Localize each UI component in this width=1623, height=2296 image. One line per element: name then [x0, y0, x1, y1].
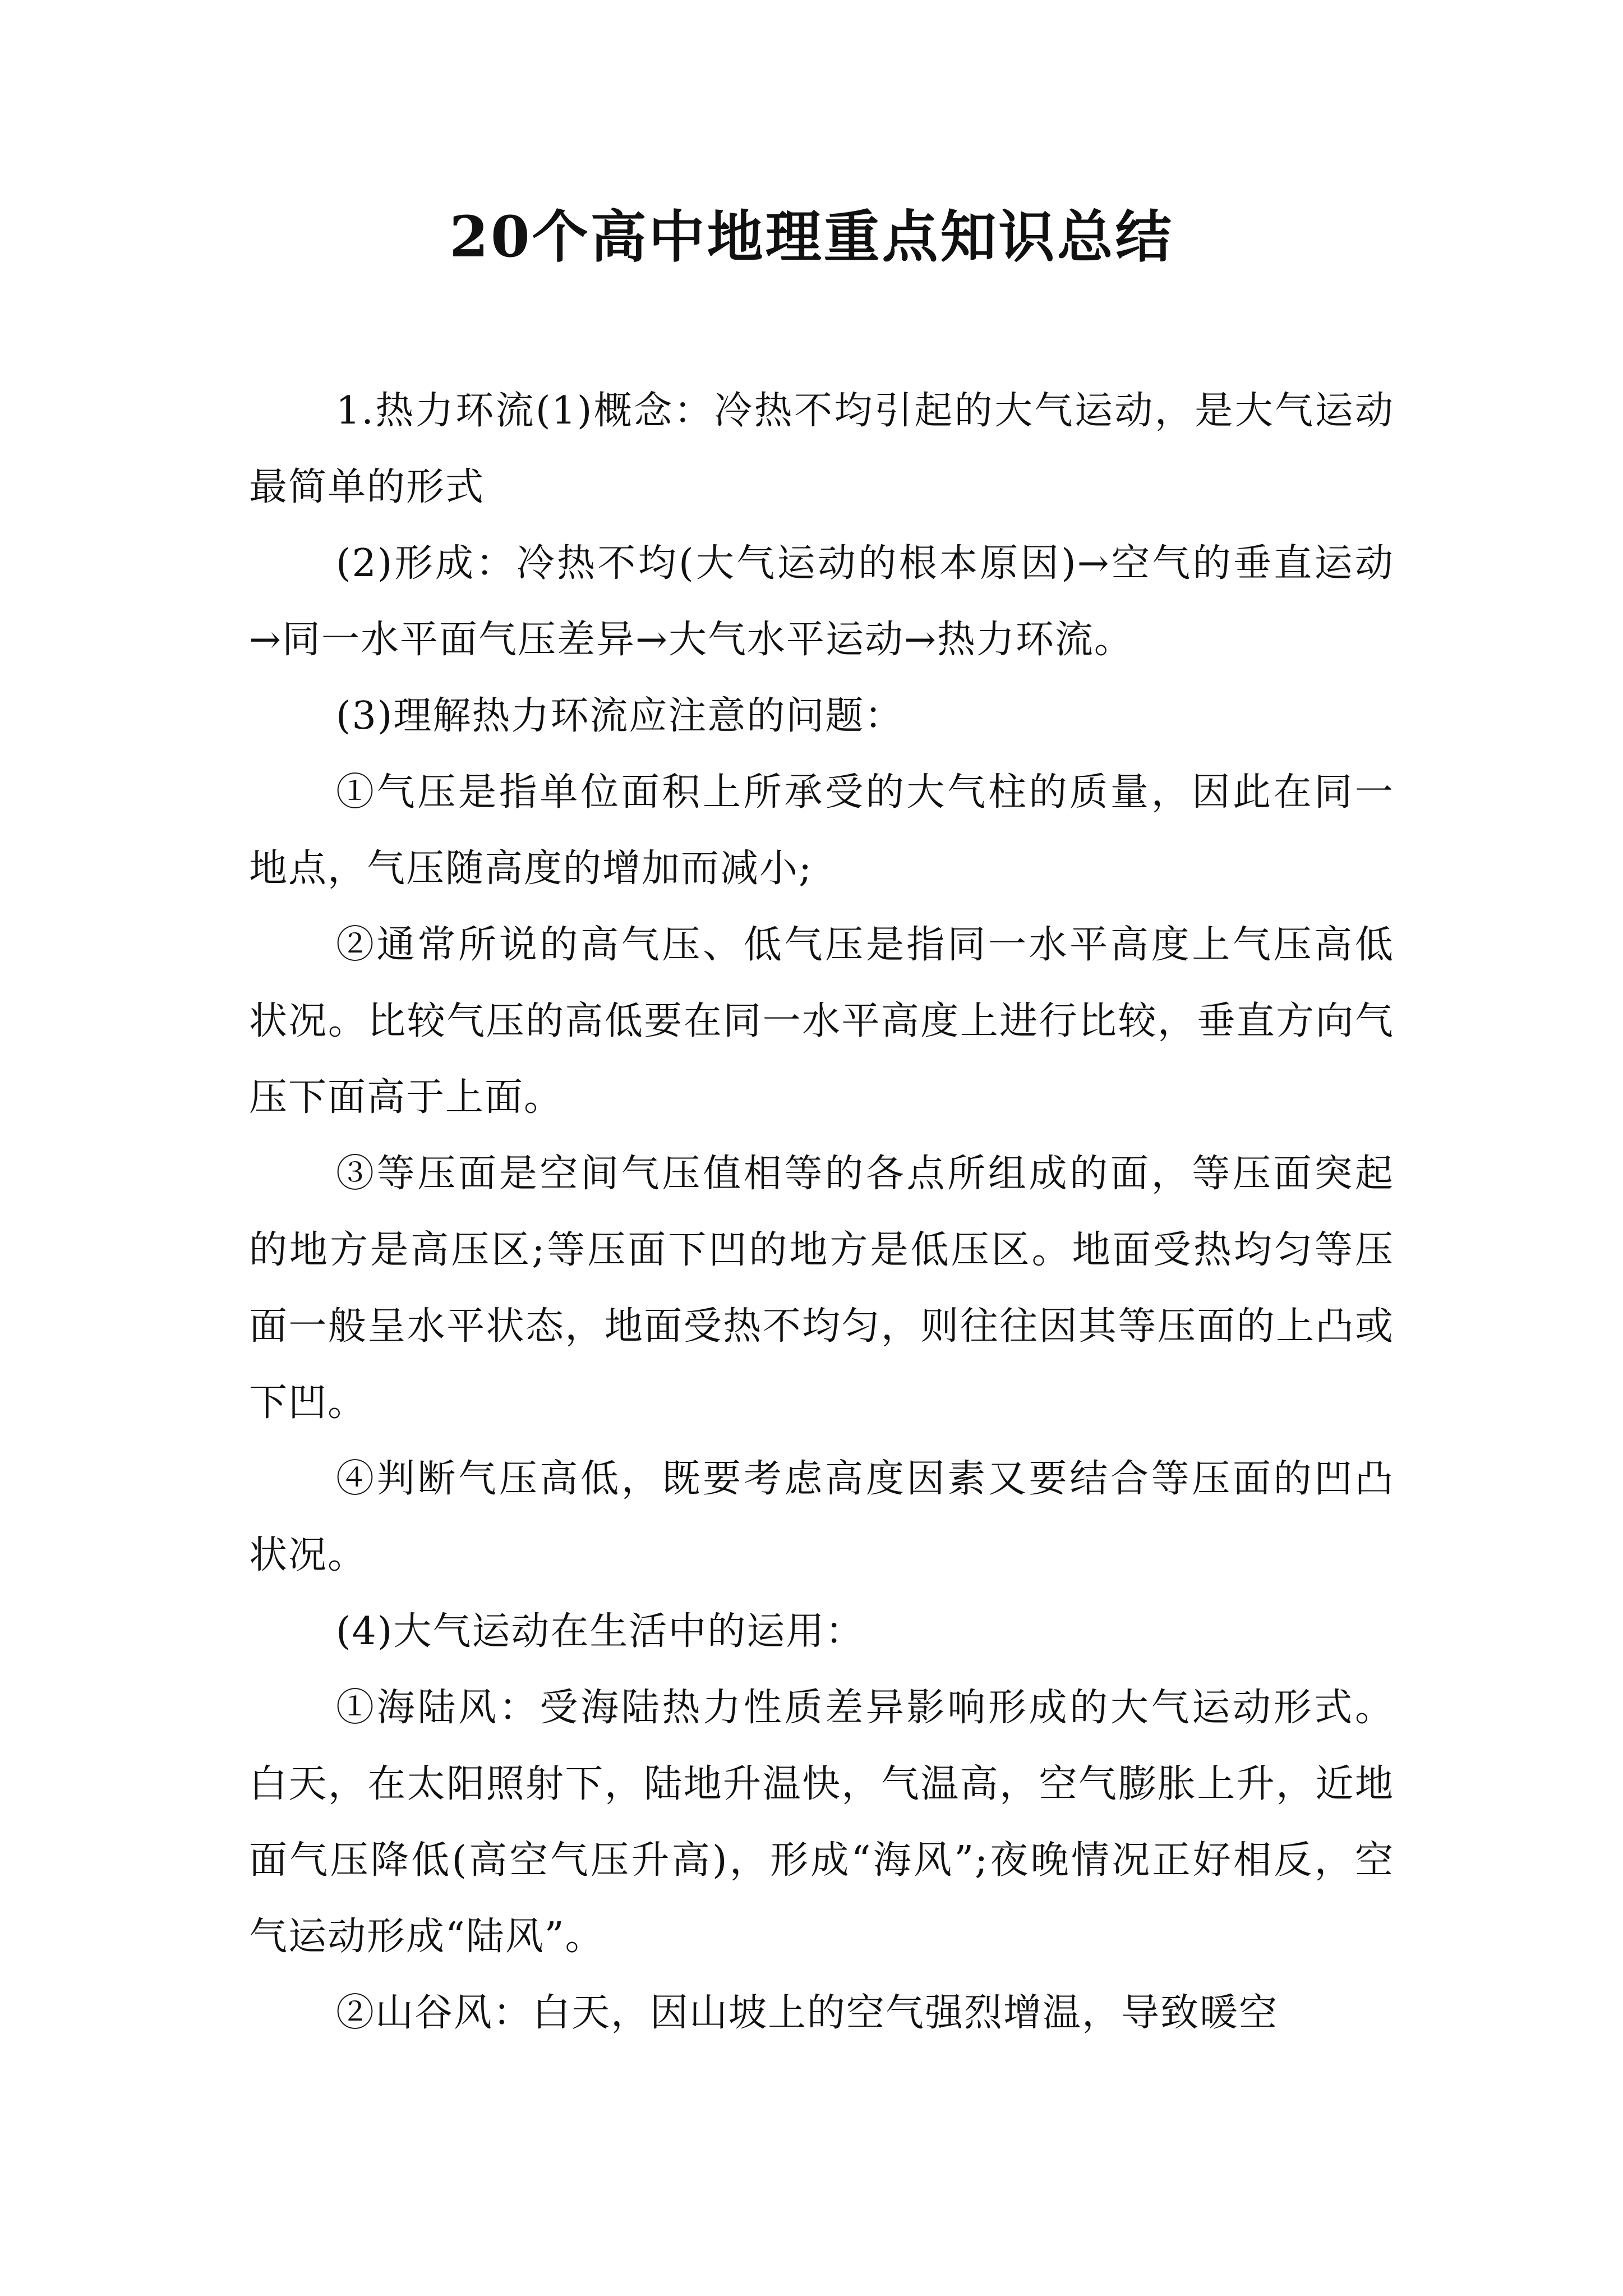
paragraph-heat-circulation-formation: (2)形成：冷热不均(大气运动的根本原因)→空气的垂直运动→同一水平面气压差异→大气水平运动→热力环流。 [249, 541, 1394, 662]
paragraph-understanding-issues: (3)理解热力环流应注意的问题： [336, 694, 904, 738]
paragraph-pressure-definition: ①气压是指单位面积上所承受的大气柱的质量，因此在同一地点，气压随高度的增加而减小; [249, 770, 1394, 891]
paragraph-applications: (4)大气运动在生活中的运用： [336, 1609, 865, 1654]
paragraph-judging-pressure: ④判断气压高低，既要考虑高度因素又要结合等压面的凹凸状况。 [249, 1457, 1394, 1577]
paragraph-mountain-valley-breeze: ②山谷风：白天，因山坡上的空气强烈增温，导致暖空 [336, 1991, 1279, 2035]
paragraph-heat-circulation-concept: 1.热力环流(1)概念：冷热不均引起的大气运动，是大气运动最简单的形式 [249, 389, 1394, 509]
document-body [249, 373, 1394, 2051]
document-title: 20个高中地理重点知识总结 [449, 204, 1174, 270]
paragraph-isobaric-surface: ③等压面是空间气压值相等的各点所组成的面，等压面突起的地方是高压区;等压面下凹的地方是低压区。地面受热均匀等压面一般呈水平状态，地面受热不均匀，则往往因其等压面的上凸或下凹。 [249, 1152, 1394, 1425]
paragraph-sea-land-breeze: ①海陆风：受海陆热力性质差异影响形成的大气运动形式。白天，在太阳照射下，陆地升温快，气温高，空气膨胀上升，近地面气压降低(高空气压升高)，形成“海风”;夜晚情况正好相反，空气运动形成“陆风”。 [249, 1686, 1394, 1959]
paragraph-high-low-pressure: ②通常所说的高气压、低气压是指同一水平高度上气压高低状况。比较气压的高低要在同一水平高度上进行比较，垂直方向气压下面高于上面。 [249, 923, 1394, 1120]
